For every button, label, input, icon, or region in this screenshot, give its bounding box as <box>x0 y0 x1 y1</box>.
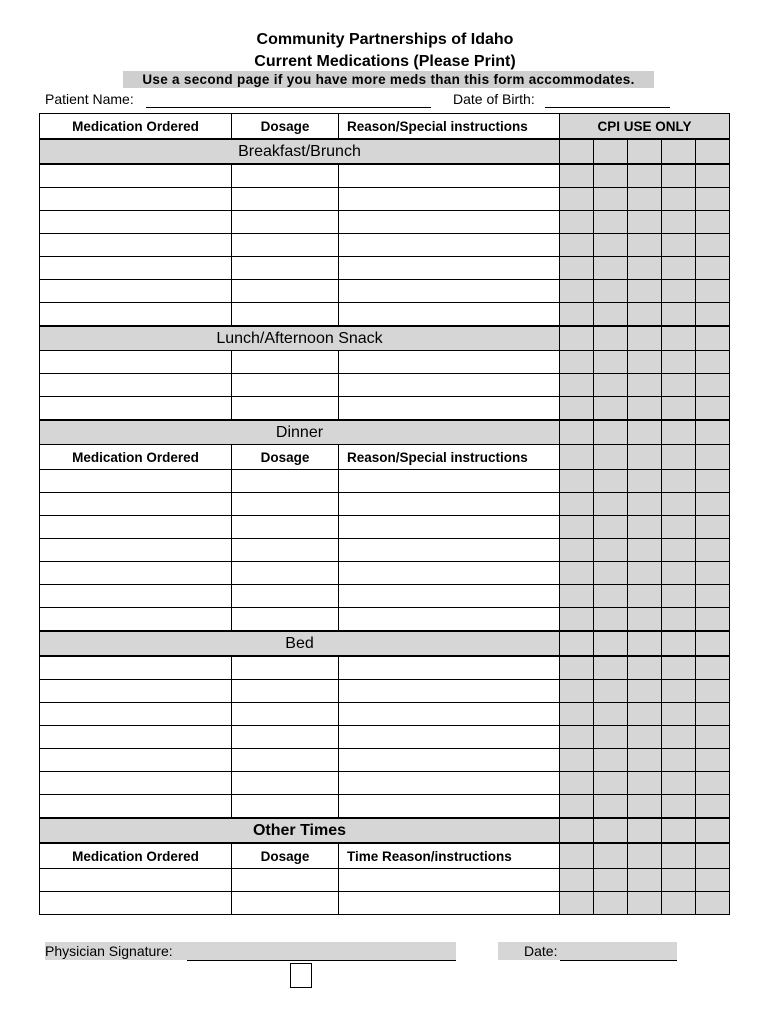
cpi-cell[interactable] <box>696 680 730 703</box>
dosage-cell[interactable] <box>232 772 339 795</box>
dosage-cell[interactable] <box>232 680 339 703</box>
dosage-cell[interactable] <box>232 516 339 539</box>
cpi-cell[interactable] <box>628 656 662 680</box>
dosage-cell[interactable] <box>232 585 339 608</box>
section-lunch: Lunch/Afternoon Snack <box>40 326 560 351</box>
dosage-cell[interactable] <box>232 608 339 632</box>
reason-cell[interactable] <box>339 164 560 188</box>
reason-cell[interactable] <box>339 188 560 211</box>
medication-cell[interactable] <box>40 188 232 211</box>
cpi-cell[interactable] <box>594 656 628 680</box>
cpi-cell[interactable] <box>594 608 628 632</box>
cpi-cell[interactable] <box>662 211 696 234</box>
medication-cell[interactable] <box>40 562 232 585</box>
col-reason: Reason/Special instructions <box>339 445 560 470</box>
dosage-cell[interactable] <box>232 397 339 421</box>
dosage-cell[interactable] <box>232 656 339 680</box>
medication-cell[interactable] <box>40 211 232 234</box>
cpi-cell[interactable] <box>662 470 696 493</box>
medication-cell[interactable] <box>40 608 232 632</box>
date-label: Date: <box>524 943 558 959</box>
medication-cell[interactable] <box>40 397 232 421</box>
cpi-cell[interactable] <box>560 164 594 188</box>
dosage-cell[interactable] <box>232 234 339 257</box>
cpi-cell[interactable] <box>662 585 696 608</box>
section-dinner: Dinner <box>40 420 560 445</box>
medication-cell[interactable] <box>40 772 232 795</box>
cpi-cell[interactable] <box>594 234 628 257</box>
section-bed: Bed <box>40 631 560 656</box>
cpi-cell[interactable] <box>662 843 696 869</box>
cpi-cell[interactable] <box>662 493 696 516</box>
cpi-cell[interactable] <box>560 869 594 892</box>
cpi-cell[interactable] <box>662 351 696 374</box>
cpi-cell[interactable] <box>696 374 730 397</box>
col-medication: Medication Ordered <box>40 843 232 869</box>
signature-label: Physician Signature: <box>45 943 173 959</box>
cpi-cell[interactable] <box>628 631 662 656</box>
reason-cell[interactable] <box>339 562 560 585</box>
medication-cell[interactable] <box>40 257 232 280</box>
cpi-cell[interactable] <box>560 188 594 211</box>
dosage-cell[interactable] <box>232 892 339 915</box>
cpi-cell[interactable] <box>594 703 628 726</box>
cpi-cell[interactable] <box>594 164 628 188</box>
medication-cell[interactable] <box>40 869 232 892</box>
cpi-cell[interactable] <box>696 326 730 351</box>
cpi-cell[interactable] <box>594 539 628 562</box>
cpi-cell[interactable] <box>628 397 662 421</box>
cpi-cell[interactable] <box>628 303 662 327</box>
medication-table <box>39 113 730 915</box>
cpi-cell[interactable] <box>594 795 628 819</box>
dosage-cell[interactable] <box>232 188 339 211</box>
cpi-cell[interactable] <box>662 562 696 585</box>
cpi-cell[interactable] <box>628 843 662 869</box>
reason-cell[interactable] <box>339 211 560 234</box>
cpi-cell[interactable] <box>696 470 730 493</box>
cpi-cell[interactable] <box>594 397 628 421</box>
cpi-cell[interactable] <box>628 493 662 516</box>
cpi-cell[interactable] <box>696 539 730 562</box>
cpi-cell[interactable] <box>594 470 628 493</box>
cpi-cell[interactable] <box>560 749 594 772</box>
reason-cell[interactable] <box>339 234 560 257</box>
cpi-cell[interactable] <box>594 374 628 397</box>
cpi-cell[interactable] <box>560 539 594 562</box>
cpi-cell[interactable] <box>696 351 730 374</box>
cpi-cell[interactable] <box>662 397 696 421</box>
date-field[interactable] <box>560 942 677 961</box>
cpi-cell[interactable] <box>594 420 628 445</box>
cpi-cell[interactable] <box>560 726 594 749</box>
dosage-cell[interactable] <box>232 726 339 749</box>
cpi-cell[interactable] <box>594 818 628 843</box>
cpi-cell[interactable] <box>560 656 594 680</box>
cpi-cell[interactable] <box>696 656 730 680</box>
patient-name-field[interactable] <box>146 90 431 108</box>
reason-cell[interactable] <box>339 257 560 280</box>
cpi-cell[interactable] <box>594 585 628 608</box>
cpi-cell[interactable] <box>560 608 594 632</box>
cpi-cell[interactable] <box>594 351 628 374</box>
cpi-cell[interactable] <box>628 562 662 585</box>
cpi-cell[interactable] <box>594 680 628 703</box>
dosage-cell[interactable] <box>232 211 339 234</box>
cpi-cell[interactable] <box>560 211 594 234</box>
cpi-cell[interactable] <box>628 139 662 164</box>
cpi-cell[interactable] <box>560 326 594 351</box>
cpi-cell[interactable] <box>628 351 662 374</box>
cpi-cell[interactable] <box>628 869 662 892</box>
cpi-cell[interactable] <box>560 631 594 656</box>
notice-banner: Use a second page if you have more meds than this form accommodates. <box>123 71 654 88</box>
cpi-cell[interactable] <box>696 869 730 892</box>
section-other: Other Times <box>40 818 560 843</box>
cpi-cell[interactable] <box>628 608 662 632</box>
cpi-cell[interactable] <box>662 869 696 892</box>
dosage-cell[interactable] <box>232 539 339 562</box>
cpi-cell[interactable] <box>662 234 696 257</box>
dosage-cell[interactable] <box>232 493 339 516</box>
dosage-cell[interactable] <box>232 164 339 188</box>
cpi-cell[interactable] <box>594 749 628 772</box>
reason-cell[interactable] <box>339 772 560 795</box>
cpi-cell[interactable] <box>628 257 662 280</box>
dosage-cell[interactable] <box>232 303 339 327</box>
organization-title: Community Partnerships of Idaho <box>256 31 514 48</box>
cpi-cell[interactable] <box>696 188 730 211</box>
cpi-cell[interactable] <box>560 351 594 374</box>
medication-cell[interactable] <box>40 749 232 772</box>
cpi-cell[interactable] <box>628 703 662 726</box>
cpi-cell[interactable] <box>560 374 594 397</box>
cpi-cell[interactable] <box>662 139 696 164</box>
col-medication: Medication Ordered <box>40 445 232 470</box>
reason-cell[interactable] <box>339 869 560 892</box>
cpi-cell[interactable] <box>560 680 594 703</box>
cpi-cell[interactable] <box>662 188 696 211</box>
cpi-cell[interactable] <box>662 726 696 749</box>
cpi-cell[interactable] <box>628 188 662 211</box>
cpi-cell[interactable] <box>560 420 594 445</box>
reason-cell[interactable] <box>339 351 560 374</box>
cpi-cell[interactable] <box>628 818 662 843</box>
cpi-cell[interactable] <box>560 257 594 280</box>
reason-cell[interactable] <box>339 726 560 749</box>
dosage-cell[interactable] <box>232 374 339 397</box>
signature-field[interactable] <box>187 942 456 961</box>
cpi-cell[interactable] <box>594 445 628 470</box>
cpi-cell[interactable] <box>594 303 628 327</box>
cpi-cell[interactable] <box>628 539 662 562</box>
cpi-cell[interactable] <box>594 772 628 795</box>
cpi-cell[interactable] <box>696 280 730 303</box>
cpi-cell[interactable] <box>628 211 662 234</box>
medication-cell[interactable] <box>40 374 232 397</box>
cpi-cell[interactable] <box>696 562 730 585</box>
cpi-cell[interactable] <box>662 326 696 351</box>
medication-cell[interactable] <box>40 680 232 703</box>
cpi-cell[interactable] <box>662 892 696 915</box>
cpi-cell[interactable] <box>594 139 628 164</box>
cpi-cell[interactable] <box>628 726 662 749</box>
cpi-cell[interactable] <box>662 164 696 188</box>
dosage-cell[interactable] <box>232 749 339 772</box>
cpi-cell[interactable] <box>628 374 662 397</box>
cpi-cell[interactable] <box>560 303 594 327</box>
cpi-cell[interactable] <box>560 139 594 164</box>
cpi-cell[interactable] <box>560 892 594 915</box>
dosage-cell[interactable] <box>232 703 339 726</box>
cpi-cell[interactable] <box>662 680 696 703</box>
cpi-cell[interactable] <box>560 516 594 539</box>
dosage-cell[interactable] <box>232 869 339 892</box>
cpi-cell[interactable] <box>560 234 594 257</box>
cpi-cell[interactable] <box>696 234 730 257</box>
cpi-cell[interactable] <box>662 445 696 470</box>
reason-cell[interactable] <box>339 656 560 680</box>
cpi-cell[interactable] <box>662 303 696 327</box>
cpi-cell[interactable] <box>696 726 730 749</box>
cpi-cell[interactable] <box>594 869 628 892</box>
cpi-cell[interactable] <box>696 631 730 656</box>
cpi-cell[interactable] <box>594 843 628 869</box>
cpi-cell[interactable] <box>594 280 628 303</box>
reason-cell[interactable] <box>339 892 560 915</box>
col-reason: Time Reason/instructions <box>339 843 560 869</box>
medication-cell[interactable] <box>40 493 232 516</box>
reason-cell[interactable] <box>339 397 560 421</box>
cpi-cell[interactable] <box>696 795 730 819</box>
medication-cell[interactable] <box>40 585 232 608</box>
medication-cell[interactable] <box>40 351 232 374</box>
cpi-cell[interactable] <box>628 326 662 351</box>
cpi-cell[interactable] <box>594 493 628 516</box>
cpi-cell[interactable] <box>662 257 696 280</box>
cpi-cell[interactable] <box>628 772 662 795</box>
cpi-cell[interactable] <box>560 397 594 421</box>
cpi-cell[interactable] <box>628 795 662 819</box>
cpi-cell[interactable] <box>560 280 594 303</box>
cpi-cell[interactable] <box>628 445 662 470</box>
medication-cell[interactable] <box>40 656 232 680</box>
cpi-cell[interactable] <box>628 420 662 445</box>
cpi-cell[interactable] <box>594 211 628 234</box>
cpi-cell[interactable] <box>594 631 628 656</box>
cpi-cell[interactable] <box>696 703 730 726</box>
cpi-cell[interactable] <box>594 562 628 585</box>
medication-cell[interactable] <box>40 539 232 562</box>
cpi-cell[interactable] <box>628 680 662 703</box>
section-breakfast: Breakfast/Brunch <box>40 139 560 164</box>
reason-cell[interactable] <box>339 749 560 772</box>
col-dosage: Dosage <box>232 445 339 470</box>
cpi-cell[interactable] <box>628 585 662 608</box>
cpi-cell[interactable] <box>560 772 594 795</box>
reason-cell[interactable] <box>339 516 560 539</box>
cpi-cell[interactable] <box>594 326 628 351</box>
cpi-cell[interactable] <box>696 892 730 915</box>
dosage-cell[interactable] <box>232 795 339 819</box>
cpi-cell[interactable] <box>696 303 730 327</box>
cpi-cell[interactable] <box>662 608 696 632</box>
cpi-cell[interactable] <box>696 749 730 772</box>
cpi-cell[interactable] <box>662 420 696 445</box>
cpi-cell[interactable] <box>560 562 594 585</box>
dosage-cell[interactable] <box>232 351 339 374</box>
reason-cell[interactable] <box>339 539 560 562</box>
dosage-cell[interactable] <box>232 280 339 303</box>
cpi-cell[interactable] <box>560 585 594 608</box>
cpi-cell[interactable] <box>696 818 730 843</box>
patient-name-label: Patient Name: <box>45 91 134 107</box>
cpi-cell[interactable] <box>696 445 730 470</box>
dosage-cell[interactable] <box>232 470 339 493</box>
reason-cell[interactable] <box>339 470 560 493</box>
medication-cell[interactable] <box>40 892 232 915</box>
cpi-cell[interactable] <box>628 749 662 772</box>
cpi-cell[interactable] <box>696 772 730 795</box>
cpi-cell[interactable] <box>662 631 696 656</box>
medication-cell[interactable] <box>40 795 232 819</box>
dob-field[interactable] <box>545 90 670 108</box>
col-reason: Reason/Special instructions <box>339 114 560 140</box>
medication-cell[interactable] <box>40 726 232 749</box>
checkbox[interactable] <box>290 963 312 988</box>
cpi-cell[interactable] <box>696 164 730 188</box>
cpi-cell[interactable] <box>628 280 662 303</box>
cpi-cell[interactable] <box>662 656 696 680</box>
cpi-cell[interactable] <box>662 818 696 843</box>
cpi-cell[interactable] <box>628 164 662 188</box>
reason-cell[interactable] <box>339 374 560 397</box>
cpi-cell[interactable] <box>696 139 730 164</box>
cpi-cell[interactable] <box>662 539 696 562</box>
cpi-cell[interactable] <box>594 516 628 539</box>
dob-label: Date of Birth: <box>453 91 535 107</box>
cpi-cell[interactable] <box>628 892 662 915</box>
col-dosage: Dosage <box>232 843 339 869</box>
medication-cell[interactable] <box>40 303 232 327</box>
cpi-cell[interactable] <box>662 772 696 795</box>
cpi-cell[interactable] <box>628 470 662 493</box>
medication-cell[interactable] <box>40 470 232 493</box>
cpi-cell[interactable] <box>560 703 594 726</box>
cpi-cell[interactable] <box>696 843 730 869</box>
cpi-use-only: CPI USE ONLY <box>560 114 730 140</box>
cpi-cell[interactable] <box>560 445 594 470</box>
cpi-cell[interactable] <box>560 493 594 516</box>
reason-cell[interactable] <box>339 280 560 303</box>
medication-cell[interactable] <box>40 234 232 257</box>
form-title: Current Medications (Please Print) <box>254 53 516 70</box>
dosage-cell[interactable] <box>232 562 339 585</box>
reason-cell[interactable] <box>339 585 560 608</box>
cpi-cell[interactable] <box>560 795 594 819</box>
cpi-cell[interactable] <box>628 516 662 539</box>
cpi-cell[interactable] <box>594 188 628 211</box>
reason-cell[interactable] <box>339 703 560 726</box>
reason-cell[interactable] <box>339 493 560 516</box>
medication-cell[interactable] <box>40 280 232 303</box>
cpi-cell[interactable] <box>696 516 730 539</box>
dosage-cell[interactable] <box>232 257 339 280</box>
cpi-cell[interactable] <box>696 608 730 632</box>
reason-cell[interactable] <box>339 680 560 703</box>
cpi-cell[interactable] <box>696 211 730 234</box>
cpi-cell[interactable] <box>696 257 730 280</box>
cpi-cell[interactable] <box>696 420 730 445</box>
medication-cell[interactable] <box>40 516 232 539</box>
cpi-cell[interactable] <box>628 234 662 257</box>
col-medication: Medication Ordered <box>40 114 232 140</box>
cpi-cell[interactable] <box>696 585 730 608</box>
cpi-cell[interactable] <box>594 892 628 915</box>
cpi-cell[interactable] <box>560 843 594 869</box>
cpi-cell[interactable] <box>662 374 696 397</box>
cpi-cell[interactable] <box>662 516 696 539</box>
medication-cell[interactable] <box>40 164 232 188</box>
cpi-cell[interactable] <box>560 470 594 493</box>
reason-cell[interactable] <box>339 608 560 632</box>
reason-cell[interactable] <box>339 303 560 327</box>
cpi-cell[interactable] <box>696 397 730 421</box>
cpi-cell[interactable] <box>662 703 696 726</box>
cpi-cell[interactable] <box>662 795 696 819</box>
cpi-cell[interactable] <box>594 726 628 749</box>
reason-cell[interactable] <box>339 795 560 819</box>
cpi-cell[interactable] <box>662 749 696 772</box>
medication-cell[interactable] <box>40 703 232 726</box>
cpi-cell[interactable] <box>662 280 696 303</box>
cpi-cell[interactable] <box>696 493 730 516</box>
cpi-cell[interactable] <box>560 818 594 843</box>
col-dosage: Dosage <box>232 114 339 140</box>
cpi-cell[interactable] <box>594 257 628 280</box>
